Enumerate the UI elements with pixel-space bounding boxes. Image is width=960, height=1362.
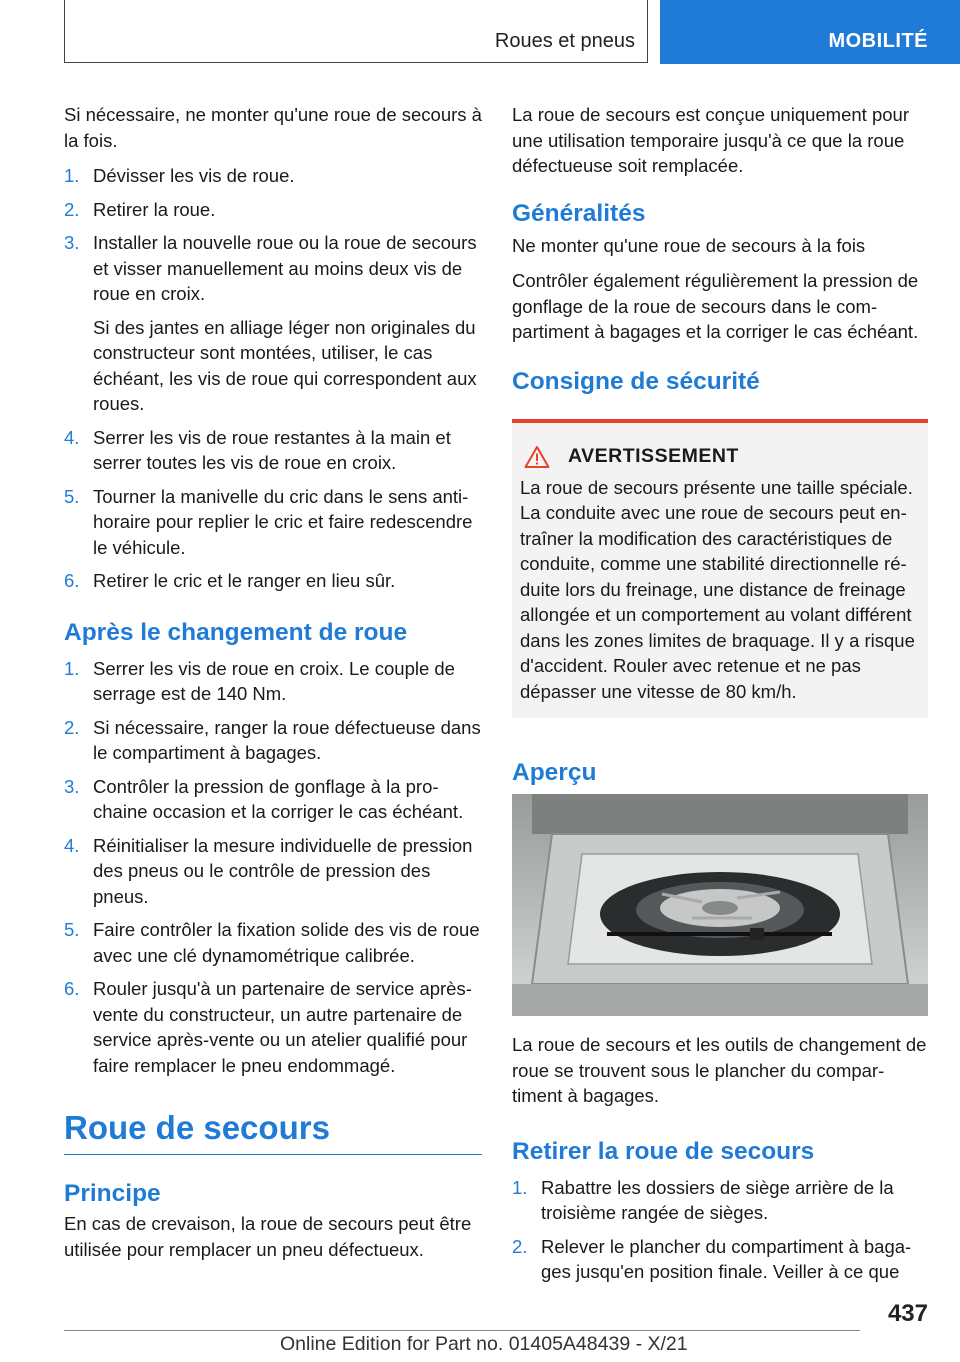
list-item bbox=[64, 715, 482, 766]
step-number: 5. bbox=[64, 485, 80, 507]
step-number: 6. bbox=[64, 570, 80, 591]
list-item bbox=[64, 484, 482, 561]
overview-heading: Aperçu bbox=[512, 759, 597, 786]
list-item bbox=[64, 568, 482, 594]
list-item bbox=[64, 833, 482, 910]
general-heading: Généralités bbox=[512, 199, 646, 227]
left-column bbox=[64, 102, 482, 1272]
chapter-tab-label: MOBILITÉ bbox=[828, 30, 928, 52]
list-item bbox=[512, 1175, 928, 1226]
list-item bbox=[64, 774, 482, 825]
heading-rule bbox=[64, 1154, 482, 1155]
step-note: Si des jantes en alliage léger non originales du constructeur sont montées, utiliser, le cas échéant, les vis de roue qui correspondent aux roues. bbox=[93, 316, 477, 414]
step-text: Rouler jusqu'à un partenaire de service après-vente du constructeur, un autre partenaire de service après-vente ou un atelier qualifié pour faire remplacer le pneu endommagé. bbox=[93, 978, 472, 1076]
step-text: Dévisser les vis de roue. bbox=[93, 165, 295, 186]
right-intro: La roue de secours est conçue uniquement pour une utilisation temporaire jusqu'à ce que la roue défectueuse soit remplacée. bbox=[512, 104, 909, 176]
step-text: Serrer les vis de roue restantes à la main et serrer toutes les vis de roue en croix. bbox=[93, 426, 451, 473]
list-item bbox=[64, 197, 482, 223]
step-text: Tourner la manivelle du cric dans le sens antihoraire pour replier le cric et faire redescendre le véhicule. bbox=[93, 485, 473, 558]
remove-spare-steps bbox=[512, 1175, 928, 1285]
step-text: Si nécessaire, ranger la roue défectueuse dans le compartiment à bagages. bbox=[93, 716, 481, 763]
step-number: 3. bbox=[64, 775, 80, 797]
edition-note: Online Edition for Part no. 01405A48439 - X/21 bbox=[280, 1333, 688, 1355]
spare-wheel-heading: Roue de secours bbox=[64, 1109, 330, 1146]
left-intro: Si nécessaire, ne monter qu'une roue de secours à la fois. bbox=[64, 104, 482, 151]
list-item bbox=[64, 976, 482, 1078]
footer-rule bbox=[64, 1330, 860, 1331]
warning-header bbox=[520, 445, 920, 469]
step-number: 2. bbox=[64, 198, 80, 220]
list-item bbox=[64, 656, 482, 707]
general-text-1: Ne monter qu'une roue de secours à la fois bbox=[512, 234, 866, 256]
step-text: Retirer la roue. bbox=[93, 198, 216, 220]
step-text: Installer la nouvelle roue ou la roue de secours et visser manuellement au moins deux vis de roue en croix. bbox=[93, 232, 477, 304]
list-item bbox=[64, 163, 482, 189]
principle-text: En cas de crevaison, la roue de secours peut être utilisée pour remplacer un pneu défectueux. bbox=[64, 1213, 472, 1260]
step-number: 1. bbox=[512, 1176, 528, 1198]
list-item bbox=[64, 425, 482, 476]
step-text: Relever le plancher du compartiment à bagages jusqu'en position finale. Veiller à ce que bbox=[541, 1235, 912, 1282]
step-number: 2. bbox=[64, 716, 80, 738]
right-column bbox=[512, 102, 928, 1293]
warning-title: AVERTISSEMENT bbox=[568, 445, 739, 467]
step-text: Serrer les vis de roue en croix. Le couple de serrage est de 140 Nm. bbox=[93, 657, 455, 704]
step-text: Réinitialiser la mesure individuelle de pression des pneus ou le contrôle de pression des pneus. bbox=[93, 834, 473, 907]
step-number: 4. bbox=[64, 426, 80, 448]
step-number: 1. bbox=[64, 165, 80, 186]
step-text: Faire contrôler la fixation solide des vis de roue avec une clé dynamométrique calibrée. bbox=[93, 919, 480, 966]
list-item bbox=[64, 230, 482, 417]
wheel-change-steps bbox=[64, 163, 482, 594]
warning-text: La roue de secours présente une taille spéciale. La conduite avec une roue de secours peut entraîner la modification des caractéristiques de conduite, comme une stabilité directionnelle réduite lors du freinage, une distance de freinage allongée et un comportement au volant différent dans les zones limites de braquage. Il y a risque d'accident. Rouler avec retenue et ne pas dépasser une vitesse de 80 km/h. bbox=[520, 476, 915, 702]
step-text: Retirer le cric et le ranger en lieu sûr. bbox=[93, 570, 396, 591]
step-number: 2. bbox=[512, 1235, 528, 1257]
remove-spare-heading: Retirer la roue de secours bbox=[512, 1137, 815, 1165]
step-number: 6. bbox=[64, 978, 80, 999]
list-item bbox=[64, 917, 482, 968]
page-number: 437 bbox=[887, 1300, 928, 1327]
safety-heading: Consigne de sécurité bbox=[512, 367, 760, 395]
step-number: 1. bbox=[64, 657, 80, 679]
after-change-steps bbox=[64, 656, 482, 1079]
principle-heading: Principe bbox=[64, 1180, 161, 1207]
general-text-2: Contrôler également régulièrement la pression de gonflage de la roue de secours dans le compartiment à bagages et la corriger le cas échéant. bbox=[512, 270, 919, 342]
step-number: 4. bbox=[64, 834, 80, 856]
section-title: Roues et pneus bbox=[494, 30, 635, 52]
spare-wheel-photo bbox=[512, 794, 928, 1016]
after-change-heading: Après le changement de roue bbox=[64, 618, 408, 646]
chapter-tab[interactable] bbox=[660, 0, 960, 64]
photo-caption: La roue de secours et les outils de changement de roue se trouvent sous le plancher du compartiment à bagages. bbox=[512, 1034, 927, 1106]
step-number: 5. bbox=[64, 919, 80, 940]
warning-box bbox=[512, 419, 928, 719]
step-text: Contrôler la pression de gonflage à la prochaine occasion et la corriger le cas échéant. bbox=[93, 775, 464, 822]
step-number: 3. bbox=[64, 232, 80, 253]
warning-triangle-icon bbox=[524, 445, 550, 469]
step-text: Rabattre les dossiers de siège arrière de la troisième rangée de sièges. bbox=[541, 1176, 894, 1223]
list-item bbox=[512, 1234, 928, 1285]
